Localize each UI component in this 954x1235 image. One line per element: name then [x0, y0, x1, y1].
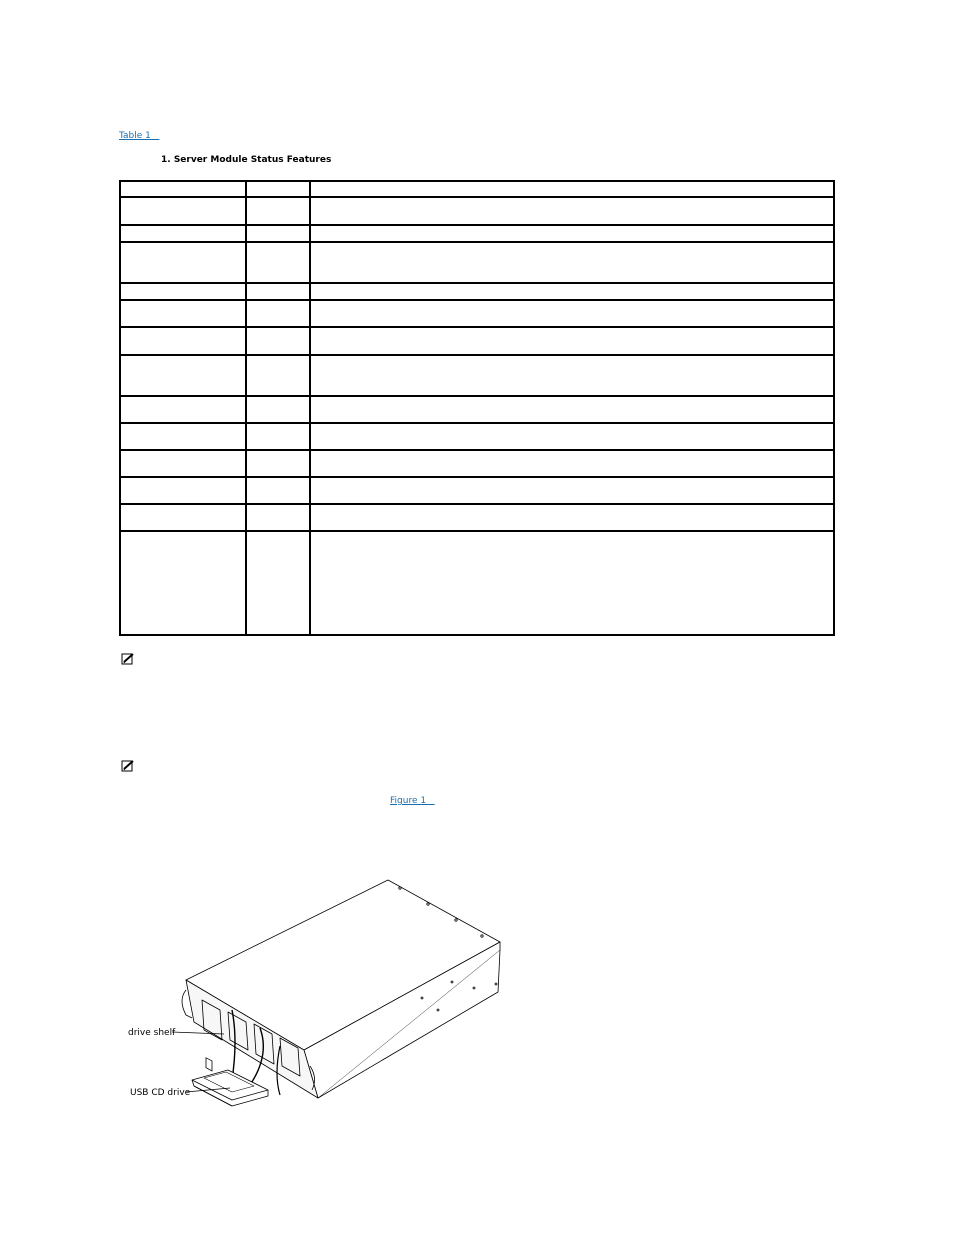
table-cell [246, 181, 310, 197]
table-cell [246, 327, 310, 355]
table-cell [310, 197, 834, 225]
table-cell [120, 225, 246, 242]
server-module-status-table [119, 180, 835, 636]
table-row [120, 300, 834, 327]
table-cell [246, 531, 310, 635]
table-cell [310, 181, 834, 197]
usb-cd-drive-label: USB CD drive [130, 1088, 191, 1098]
table-cell [120, 396, 246, 423]
note-pencil-icon [121, 760, 135, 772]
table-cell [246, 300, 310, 327]
table-cell [246, 225, 310, 242]
table-cell [120, 423, 246, 450]
table-cell [310, 450, 834, 477]
table-cell [246, 242, 310, 283]
table-cell [246, 477, 310, 504]
table-row [120, 283, 834, 300]
table-row [120, 396, 834, 423]
table-cell [246, 197, 310, 225]
table-cell [120, 477, 246, 504]
table-cell [120, 504, 246, 531]
table-cell [310, 396, 834, 423]
table-cell [246, 283, 310, 300]
table-cell [120, 197, 246, 225]
table-cell [310, 477, 834, 504]
table-row [120, 504, 834, 531]
table-cell [310, 504, 834, 531]
table-cell [120, 450, 246, 477]
table-cell [120, 181, 246, 197]
table-cell [120, 242, 246, 283]
chassis-drive-shelf-figure [120, 870, 520, 1110]
table-cell [310, 300, 834, 327]
table-cell [120, 355, 246, 396]
table-cell [120, 300, 246, 327]
table-cell [310, 327, 834, 355]
table-row [120, 423, 834, 450]
table-cell [310, 225, 834, 242]
table-row [120, 531, 834, 635]
table-row [120, 477, 834, 504]
drive-shelf-label: drive shelf [128, 1028, 176, 1038]
table-cell [310, 531, 834, 635]
table-cell [246, 450, 310, 477]
table-cell [310, 283, 834, 300]
table-row [120, 242, 834, 283]
table-cell [246, 504, 310, 531]
table-cell [246, 396, 310, 423]
table-cell [120, 531, 246, 635]
table-row [120, 181, 834, 197]
table-cell [120, 327, 246, 355]
table-cell [310, 242, 834, 283]
table-caption: 1. Server Module Status Features [161, 155, 332, 165]
table-cell [246, 423, 310, 450]
table-row [120, 327, 834, 355]
table-cell [246, 355, 310, 396]
table-1-link[interactable]: Table 1 [119, 131, 160, 141]
table-row [120, 355, 834, 396]
table-row [120, 225, 834, 242]
table-cell [310, 423, 834, 450]
table-row [120, 197, 834, 225]
note-pencil-icon [121, 653, 135, 665]
figure-1-link[interactable]: Figure 1 [390, 796, 435, 806]
table-cell [310, 355, 834, 396]
table-row [120, 450, 834, 477]
table-cell [120, 283, 246, 300]
